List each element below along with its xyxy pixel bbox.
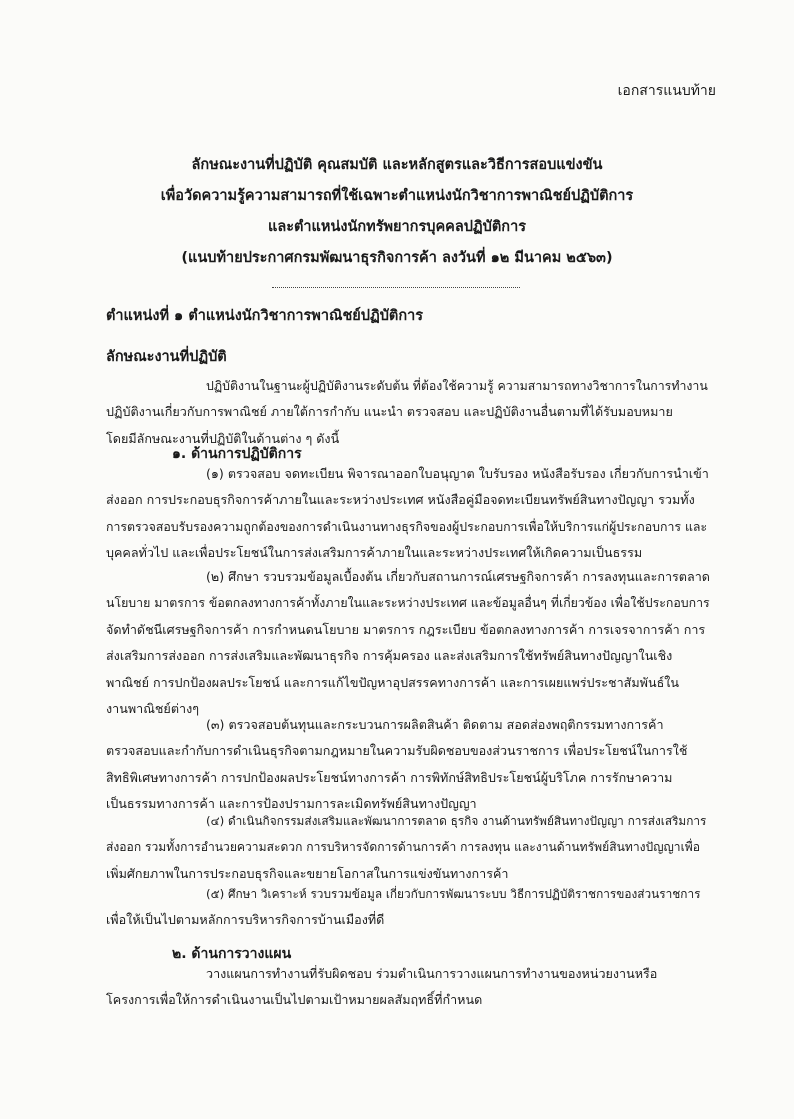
duties-heading: ลักษณะงานที่ปฏิบัติ	[106, 349, 227, 365]
title-line-3: และตำแหน่งนักทรัพยากรบุคคลปฏิบัติการ	[267, 219, 527, 235]
title-line-2: เพื่อวัดความรู้ความสามารถที่ใช้เฉพาะตำแหน่งนักวิชาการพาณิชย์ปฏิบัติการ	[160, 188, 634, 204]
item-line: พาณิชย์ การปกป้องผลประโยชน์ และการแก้ไขปัญหาอุปสรรคทางการค้า และการเผยแพร่ประชาสัมพันธ์ใน	[106, 674, 680, 690]
section-1-item-4	[106, 808, 710, 887]
intro-line: ปฏิบัติงานในฐานะผู้ปฏิบัติงานระดับต้น ที่ต้องใช้ความรู้ ความสามารถทางวิชาการในการทำงาน	[206, 379, 708, 393]
position-1-heading: ตำแหน่งที่ ๑ ตำแหน่งนักวิชาการพาณิชย์ปฏิบัติการ	[106, 308, 424, 324]
section-2-body	[106, 961, 710, 1014]
section-1-heading: ๑. ด้านการปฏิบัติการ	[172, 446, 302, 462]
item-line: ตรวจสอบและกำกับการดำเนินธุรกิจตามกฎหมายในความรับผิดชอบของส่วนราชการ เพื่อประโยชน์ในการใช้	[106, 743, 688, 759]
item-line: นโยบาย มาตรการ ข้อตกลงทางการค้าทั้งภายในและระหว่างประเทศ และข้อมูลอื่นๆ ที่เกี่ยวข้อง เพื่อใช้ประกอบการ	[106, 596, 710, 611]
intro-line: ปฏิบัติงานเกี่ยวกับการพาณิชย์ ภายใต้การกำกับ แนะนำ ตรวจสอบ และปฏิบัติงานอื่นตามที่ได้รับมอบหมาย	[106, 404, 673, 420]
section-2-line: วางแผนการทำงานที่รับผิดชอบ ร่วมดำเนินการวางแผนการทำงานของหน่วยงานหรือ	[206, 966, 658, 981]
dotted-divider	[272, 287, 520, 288]
section-1-item-3	[106, 712, 710, 818]
section-1-item-1	[106, 461, 710, 567]
item-line: งานพาณิชย์ต่างๆ	[106, 701, 199, 717]
item-line: (๔) ดำเนินกิจกรรมส่งเสริมและพัฒนาการตลาด ธุรกิจ งานด้านทรัพย์สินทางปัญญา การส่งเสริมการ	[206, 814, 707, 828]
intro-paragraph	[106, 373, 710, 452]
item-line: เป็นธรรมทางการค้า และการป้องปรามการละเมิดทรัพย์สินทางปัญญา	[106, 796, 477, 812]
document-title	[150, 150, 644, 274]
title-line-1: ลักษณะงานที่ปฏิบัติ คุณสมบัติ และหลักสูตรและวิธีการสอบแข่งขัน	[191, 157, 603, 173]
item-line: (๕) ศึกษา วิเคราะห์ รวบรวมข้อมูล เกี่ยวกับการพัฒนาระบบ วิธีการปฏิบัติราชการของส่วนราชการ	[206, 887, 701, 901]
item-line: (๑) ตรวจสอบ จดทะเบียน พิจารณาออกใบอนุญาต ใบรับรอง หนังสือรับรอง เกี่ยวกับการนำเข้า	[206, 466, 709, 481]
item-line: ส่งออก รวมทั้งการอำนวยความสะดวก การบริหารจัดการด้านการค้า การลงทุน และงานด้านทรัพย์สินทางปัญญาเพื่อ	[106, 840, 700, 855]
item-line: (๓) ตรวจสอบต้นทุนและกระบวนการผลิตสินค้า ติดตาม สอดส่องพฤติกรรมทางการค้า	[206, 717, 664, 732]
item-line: การตรวจสอบรับรองความถูกต้องของการดำเนินงานทางธุรกิจของผู้ประกอบการเพื่อให้บริการแก่ผู้ประกอบการ และ	[106, 519, 708, 534]
section-2-line: โครงการเพื่อให้การดำเนินงานเป็นไปตามเป้าหมายผลสัมฤทธิ์ที่กำหนด	[106, 992, 483, 1008]
duties-heading-block	[106, 345, 710, 368]
item-line: ส่งออก การประกอบธุรกิจการค้าภายในและระหว่างประเทศ หนังสือคู่มือจดทะเบียนทรัพย์สินทางปัญญา รวมทั้ง	[106, 492, 695, 508]
section-1-item-5	[106, 881, 710, 934]
item-line: บุคคลทั่วไป และเพื่อประโยชน์ในการส่งเสริมการค้าภายในและระหว่างประเทศให้เกิดความเป็นธรรม	[106, 545, 643, 561]
annex-label: เอกสารแนบท้าย	[617, 83, 716, 99]
item-line: จัดทำดัชนีเศรษฐกิจการค้า การกำหนดนโยบาย มาตรการ กฎระเบียบ ข้อตกลงทางการค้า การเจรจาการค้า การ	[106, 621, 706, 637]
intro-line: โดยมีลักษณะงานที่ปฏิบัติในด้านต่าง ๆ ดังนี้	[106, 430, 340, 446]
item-line: ส่งเสริมการส่งออก การส่งเสริมและพัฒนาธุรกิจ การคุ้มครอง และส่งเสริมการใช้ทรัพย์สินทางปัญญาในเชิง	[106, 648, 673, 664]
item-line: (๒) ศึกษา รวบรวมข้อมูลเบื้องต้น เกี่ยวกับสถานการณ์เศรษฐกิจการค้า การลงทุนและการตลาด	[206, 569, 710, 584]
item-line: เพื่อให้เป็นไปตามหลักการบริหารกิจการบ้านเมืองที่ดี	[106, 912, 385, 928]
section-2-heading: ๒. ด้านการวางแผน	[172, 946, 292, 962]
position-heading	[106, 304, 710, 327]
item-line: เพิ่มศักยภาพในการประกอบธุรกิจและขยายโอกาสในการแข่งขันทางการค้า	[106, 865, 509, 881]
item-line: สิทธิพิเศษทางการค้า การปกป้องผลประโยชน์ทางการค้า การพิทักษ์สิทธิประโยชน์ผู้บริโภค การรักษาความ	[106, 769, 673, 785]
title-line-4: (แนบท้ายประกาศกรมพัฒนาธุรกิจการค้า ลงวันที่ ๑๒ มีนาคม ๒๕๖๓)	[181, 250, 613, 266]
section-1-item-2	[106, 564, 710, 722]
